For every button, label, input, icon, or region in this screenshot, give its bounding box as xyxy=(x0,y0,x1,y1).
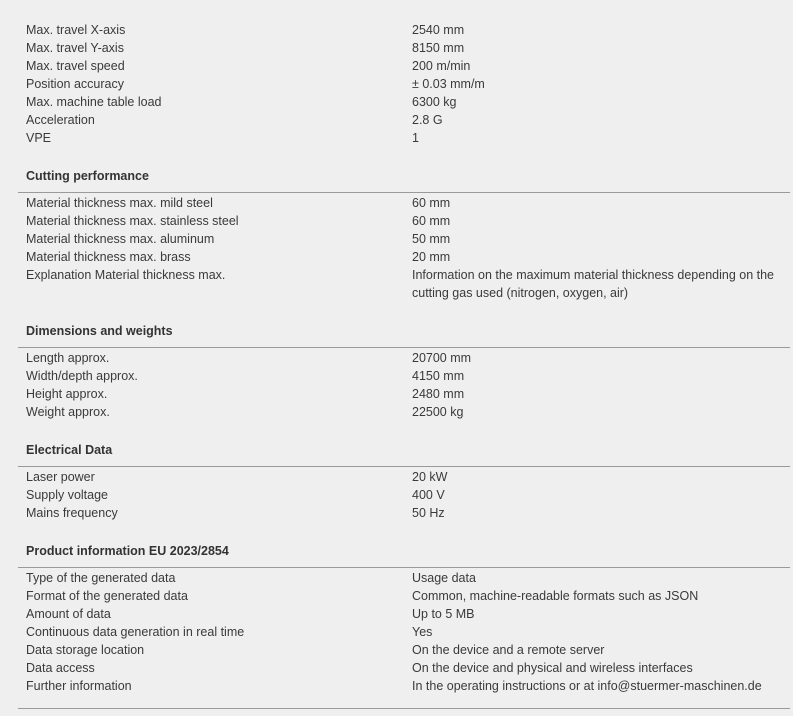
spec-label: Format of the generated data xyxy=(26,589,188,603)
spec-value: 2.8 G xyxy=(412,113,443,127)
bottom-divider xyxy=(18,708,790,709)
spec-label: Max. machine table load xyxy=(26,95,162,109)
spec-value: On the device and a remote server xyxy=(412,643,605,657)
spec-row xyxy=(0,75,793,93)
spec-row xyxy=(0,111,793,129)
spec-label: Laser power xyxy=(26,470,95,484)
section-divider xyxy=(18,466,790,467)
spec-value: 22500 kg xyxy=(412,405,464,419)
spec-value: 6300 kg xyxy=(412,95,457,109)
spec-value: 1 xyxy=(412,131,419,145)
spec-value: 20 mm xyxy=(412,250,451,264)
section-divider xyxy=(18,347,790,348)
spec-row xyxy=(0,230,793,248)
spec-value: Information on the maximum material thickness depending on the cutting gas used (nitrogen, oxygen, air) xyxy=(412,268,774,300)
spec-row xyxy=(0,659,793,677)
spec-row xyxy=(0,194,793,212)
spec-value: ± 0.03 mm/m xyxy=(412,77,485,91)
spec-row xyxy=(0,367,793,385)
spec-label: Width/depth approx. xyxy=(26,369,138,383)
spec-value: Usage data xyxy=(412,571,476,585)
spec-label: Length approx. xyxy=(26,351,110,365)
spec-value: In the operating instructions or at info@stuermer-maschinen.de xyxy=(412,679,762,693)
spec-value: Up to 5 MB xyxy=(412,607,475,621)
spec-label: Material thickness max. mild steel xyxy=(26,196,213,210)
spec-label: Data storage location xyxy=(26,643,145,657)
section-title: Dimensions and weights xyxy=(26,324,173,338)
spec-row xyxy=(0,468,793,486)
spec-label: Material thickness max. stainless steel xyxy=(26,214,239,228)
spec-row xyxy=(0,266,793,302)
section-title: Electrical Data xyxy=(26,443,113,457)
spec-label: Data access xyxy=(26,661,95,675)
spec-label: Height approx. xyxy=(26,387,108,401)
spec-row xyxy=(0,248,793,266)
spec-label: Max. travel Y-axis xyxy=(26,41,124,55)
spec-label: Acceleration xyxy=(26,113,95,127)
spec-row xyxy=(0,623,793,641)
section-divider xyxy=(18,567,790,568)
spec-label: Continuous data generation in real time xyxy=(26,625,245,639)
spec-row xyxy=(0,569,793,587)
spec-value: 4150 mm xyxy=(412,369,465,383)
spec-row xyxy=(0,504,793,522)
spec-value: 2540 mm xyxy=(412,23,465,37)
section-cutting-performance xyxy=(0,167,793,302)
spec-value: On the device and physical and wireless interfaces xyxy=(412,661,693,675)
spec-row xyxy=(0,349,793,367)
section-title: Cutting performance xyxy=(26,169,149,183)
spec-label: Max. travel X-axis xyxy=(26,23,126,37)
spec-label: Position accuracy xyxy=(26,77,124,91)
spec-label: Amount of data xyxy=(26,607,111,621)
spec-label: Material thickness max. brass xyxy=(26,250,191,264)
spec-value: 60 mm xyxy=(412,214,451,228)
spec-row xyxy=(0,21,793,39)
spec-row xyxy=(0,93,793,111)
spec-value: 8150 mm xyxy=(412,41,465,55)
spec-row xyxy=(0,486,793,504)
spec-row xyxy=(0,39,793,57)
spec-label: Weight approx. xyxy=(26,405,110,419)
spec-label: Mains frequency xyxy=(26,506,118,520)
spec-label: Further information xyxy=(26,679,132,693)
machine-specs-group xyxy=(0,0,793,147)
spec-value: 200 m/min xyxy=(412,59,471,73)
spec-label: Material thickness max. aluminum xyxy=(26,232,215,246)
spec-value: 20 kW xyxy=(412,470,448,484)
spec-row xyxy=(0,385,793,403)
spec-row xyxy=(0,212,793,230)
spec-value: 20700 mm xyxy=(412,351,472,365)
section-title: Product information EU 2023/2854 xyxy=(26,544,229,558)
spec-label: VPE xyxy=(26,131,52,145)
spec-row xyxy=(0,605,793,623)
spec-row xyxy=(0,57,793,75)
section-electrical-data xyxy=(0,441,793,522)
spec-label: Supply voltage xyxy=(26,488,109,502)
spec-row xyxy=(0,129,793,147)
spec-value: 400 V xyxy=(412,488,445,502)
spec-row xyxy=(0,641,793,659)
spec-value: 60 mm xyxy=(412,196,451,210)
spec-value: Yes xyxy=(412,625,433,639)
spec-label: Max. travel speed xyxy=(26,59,125,73)
spec-label: Explanation Material thickness max. xyxy=(26,268,226,282)
spec-row xyxy=(0,403,793,421)
section-dimensions-and-weights xyxy=(0,322,793,421)
spec-value: 2480 mm xyxy=(412,387,465,401)
section-product-information xyxy=(0,542,793,695)
spec-label: Type of the generated data xyxy=(26,571,176,585)
spec-value: Common, machine-readable formats such as JSON xyxy=(412,589,699,603)
spec-value: 50 mm xyxy=(412,232,451,246)
spec-value: 50 Hz xyxy=(412,506,445,520)
spec-row xyxy=(0,587,793,605)
spec-row xyxy=(0,677,793,695)
section-divider xyxy=(18,192,790,193)
